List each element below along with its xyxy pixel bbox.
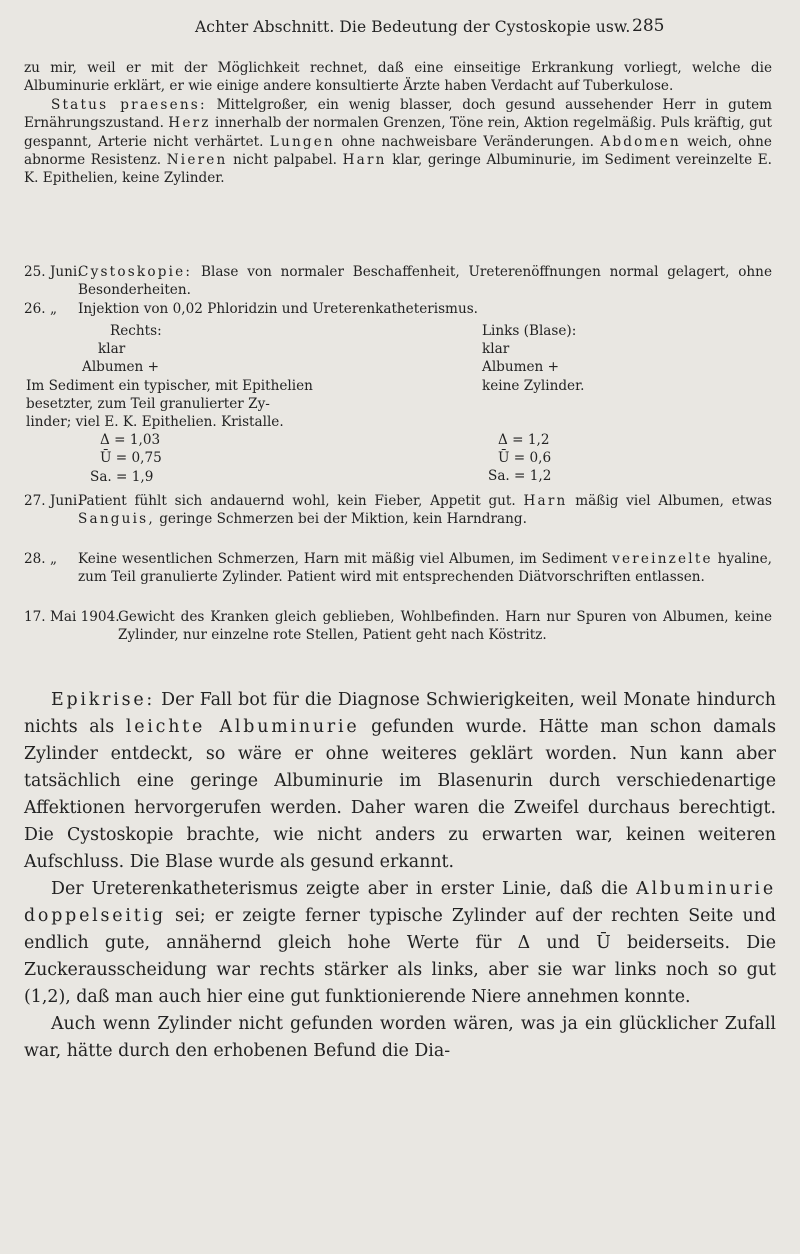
status-text-1: Mittelgroßer, ein wenig blasser, doch gesund aussehender Herr in gutem Ernährungszustand.: [24, 96, 773, 132]
status-praesens-paragraph: [24, 96, 772, 188]
epikrise-doppelseitig: doppelseitig: [24, 906, 166, 926]
epikrise-p2-text-2: sei; er zeigte ferner typische Zylinder auf der rechten Seite und endlich gute, annähernd gleich hohe Werte für Δ und Ū beiderseits. Die Zuckerausscheidung war rechts stärker als links, aber sie war links noch so gut (1,2), daß man auch hier eine gut funktionierende Niere annehmen konnte.: [24, 906, 776, 1007]
entry-text: [78, 550, 772, 587]
entry28-text-2: hyaline, zum Teil granulierte Zylinder. Patient wird mit entsprechenden Diätvorschriften entlassen.: [78, 551, 772, 586]
page-number: 285: [632, 16, 665, 36]
entry-17-mai-1904: [24, 608, 772, 645]
status-harn: Harn: [342, 152, 387, 169]
right-sa: Sa. = 1,9: [90, 468, 154, 485]
running-header: [0, 18, 800, 48]
right-albumen: Albumen +: [82, 359, 160, 376]
left-heading: Links (Blase):: [482, 323, 577, 339]
right-heading: Rechts:: [110, 323, 162, 339]
status-herz: Herz: [168, 115, 211, 132]
right-klar: klar: [98, 341, 126, 358]
entry-25-juni: [24, 263, 772, 300]
entry-27-juni: [24, 492, 772, 529]
entry27-sanguis: Sanguis,: [78, 511, 155, 528]
epikrise-label: Epikrise:: [51, 690, 156, 710]
left-delta: Δ = 1,2: [498, 431, 550, 448]
epikrise-text-1: Der Fall bot für die Diagnose Schwierigkeiten, weil Monate hindurch nichts als: [24, 690, 776, 737]
entry-date: 28. „: [24, 551, 57, 567]
entry-28: [24, 550, 772, 587]
epikrise-paragraph-1: [24, 687, 776, 876]
right-delta: Δ = 1,03: [100, 432, 161, 449]
status-text-3: ohne nachweisbare Veränderungen.: [335, 133, 601, 150]
status-text-5: nicht palpabel.: [227, 152, 343, 169]
entry-date: 26. „: [24, 301, 57, 317]
epikrise-albuminurie: Albuminurie: [636, 879, 776, 899]
status-text-4: weich, ohne abnorme Resistenz.: [24, 133, 772, 169]
entry28-vereinzelte: vereinzelte: [612, 551, 713, 567]
header-title: Achter Abschnitt. Die Bedeutung der Cystoskopie usw.: [195, 18, 631, 36]
intro-text: zu mir, weil er mit der Möglichkeit rechnet, daß eine einseitige Erkrankung vorliegt, welche die Albuminurie erklärt, er wie einige andere konsultierte Ärzte haben Verdacht auf Tuberkulose.: [24, 60, 772, 95]
entry-text: Injektion von 0,02 Phloridzin und Ureterenkatheterismus.: [78, 301, 479, 317]
epikrise-leichte-albuminurie: leichte Albuminurie: [125, 717, 360, 737]
column-spacer: [482, 395, 584, 431]
entry-text: [78, 492, 772, 529]
cystoskopie-text: Blase von normaler Beschaffenheit, Ureterenöffnungen normal gelagert, ohne Besonderheiten.: [78, 264, 772, 299]
left-albumen: Albumen +: [482, 359, 560, 376]
left-u: Ū = 0,6: [498, 450, 552, 467]
entry-date: 25. Juni.: [24, 264, 82, 280]
right-sediment-1: Im Sediment ein typischer, mit Epithelien: [26, 377, 313, 394]
entry-text: [78, 263, 772, 300]
left-klar: klar: [482, 341, 510, 358]
epikrise-paragraph-2: [24, 876, 776, 1011]
right-u: Ū = 0,75: [100, 450, 162, 467]
status-label: Status praesens:: [51, 96, 207, 113]
epikrise-text-2: gefunden wurde. Hätte man schon damals Zylinder entdeckt, so wäre er ohne weiteres geklärt worden. Nun kann aber tatsächlich eine geringe Albuminurie im Blasenurin durch verschiedenartige Affektionen hervorgerufen werden. Daher waren die Zweifel durchaus berechtigt. Die Cystoskopie brachte, wie nicht anders zu erwarten war, keinen weiteren Aufschluss. Die Blase wurde als gesund erkannt.: [24, 717, 777, 872]
status-text-6: klar, geringe Albuminurie, im Sediment vereinzelte E. K. Epithelien, keine Zylinder.: [24, 152, 772, 187]
epikrise-paragraph-3: Auch wenn Zylinder nicht gefunden worden wären, was ja ein glücklicher Zufall war, hätte durch den erhobenen Befund die Dia-: [24, 1014, 776, 1061]
left-sa: Sa. = 1,2: [488, 468, 552, 485]
right-kidney-column: [26, 322, 313, 486]
entry28-text-1: Keine wesentlichen Schmerzen, Harn mit mäßig viel Albumen, im Sediment: [78, 551, 613, 567]
entry-date: 17. Mai 1904.: [24, 609, 120, 625]
status-abdomen: Abdomen: [600, 133, 681, 150]
intro-paragraph: [24, 59, 772, 188]
cystoskopie-label: Cystoskopie:: [78, 264, 193, 280]
status-nieren: Nieren: [166, 152, 228, 169]
entry27-text-3: geringe Schmerzen bei der Miktion, kein Harndrang.: [154, 511, 527, 528]
left-kidney-column: [482, 322, 584, 485]
entry-date: 27. Juni.: [24, 493, 82, 509]
entry-text: Gewicht des Kranken gleich geblieben, Wohlbefinden. Harn nur Spuren von Albumen, keine Zylinder, nur einzelne rote Stellen, Patient geht nach Köstritz.: [118, 609, 772, 644]
epikrise-p2-text-1: Der Ureterenkatheterismus zeigte aber in erster Linie, daß die: [51, 879, 637, 899]
status-lungen: Lungen: [269, 133, 336, 150]
status-text-2: innerhalb der normalen Grenzen, Töne rein, Aktion regelmäßig. Puls kräftig, gut gespannt, Arterie nicht verhärtet.: [24, 115, 772, 150]
left-zylinder: keine Zylinder.: [482, 377, 585, 394]
entry27-text-1: Patient fühlt sich andauernd wohl, kein Fieber, Appetit gut.: [78, 493, 524, 509]
entry27-text-2: mäßig viel Albumen, etwas: [567, 493, 773, 509]
entry27-harn: Harn: [523, 493, 568, 509]
entry-26: [24, 300, 772, 318]
right-sediment-2: besetzter, zum Teil granulierter Zy-: [26, 395, 270, 412]
epikrise-section: [24, 687, 776, 1065]
right-sediment-3: linder; viel E. K. Epithelien. Kristalle.: [26, 414, 284, 431]
